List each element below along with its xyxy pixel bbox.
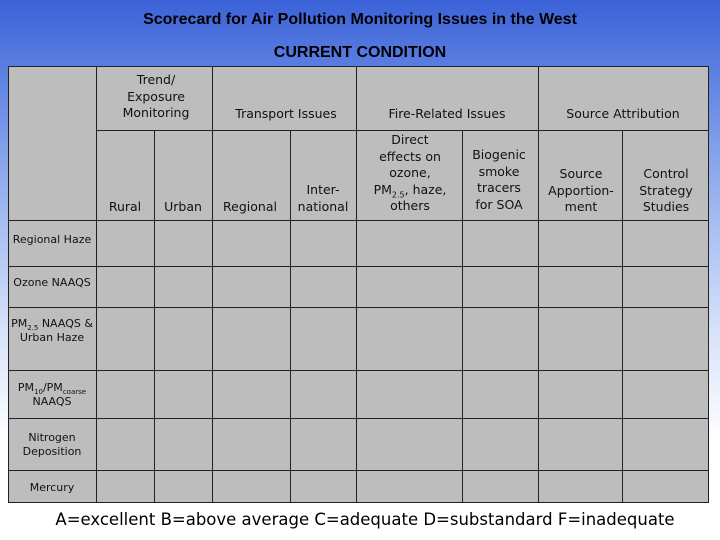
col-urban: Urban [164, 199, 202, 214]
score-cell [622, 266, 709, 308]
score-cell [96, 470, 155, 503]
score-cell [154, 266, 213, 308]
col-source-apportionment: Source Apportion- ment [548, 166, 614, 214]
group-transport: Transport Issues [235, 106, 337, 121]
score-cell [96, 307, 155, 371]
score-cell [356, 266, 463, 308]
score-cell [212, 418, 291, 471]
row-ozone-naaqs: Ozone NAAQS [13, 276, 91, 289]
page-title: Scorecard for Air Pollution Monitoring Issues in the West [143, 11, 577, 28]
score-cell [212, 266, 291, 308]
score-cell [356, 370, 463, 419]
group-fire: Fire-Related Issues [388, 106, 506, 121]
score-cell [212, 220, 291, 267]
score-cell [622, 307, 709, 371]
score-cell [356, 418, 463, 471]
score-cell [290, 266, 357, 308]
score-cell [290, 370, 357, 419]
score-cell [212, 370, 291, 419]
col-control-strategy: Control Strategy Studies [639, 166, 693, 214]
score-cell [462, 470, 539, 503]
score-cell [212, 470, 291, 503]
score-cell [538, 470, 623, 503]
score-cell [212, 307, 291, 371]
group-trend-exposure: Trend/ Exposure Monitoring [122, 72, 190, 120]
score-cell [154, 418, 213, 471]
score-cell [154, 370, 213, 419]
col-regional: Regional [223, 199, 277, 214]
col-biogenic: Biogenic smoke tracers for SOA [472, 147, 526, 212]
row-pm25-naaqs-urban-haze: $PM_{2.5}$ NAAQS & Urban Haze [11, 317, 93, 344]
score-cell [462, 418, 539, 471]
score-cell [622, 418, 709, 471]
score-cell [462, 266, 539, 308]
score-cell [462, 307, 539, 371]
score-cell [538, 220, 623, 267]
col-rural: Rural [108, 199, 142, 214]
score-cell [356, 470, 463, 503]
score-cell [462, 220, 539, 267]
score-cell [154, 220, 213, 267]
row-pm10-pmcoarse-naaqs: $PM_{10}/PM_{coarse}$ NAAQS [17, 381, 87, 408]
score-cell [356, 220, 463, 267]
col-direct-effects: Direct effects on ozone, $PM_{2.5}$, haze, others [373, 132, 447, 213]
score-cell [622, 370, 709, 419]
score-cell [538, 370, 623, 419]
page-subtitle: CURRENT CONDITION [273, 44, 447, 61]
col-international: Inter- national [297, 182, 349, 214]
score-cell [154, 470, 213, 503]
score-cell [96, 220, 155, 267]
score-cell [538, 307, 623, 371]
score-cell [290, 220, 357, 267]
score-cell [290, 470, 357, 503]
score-cell [96, 418, 155, 471]
score-cell [96, 266, 155, 308]
header-corner-cell [8, 66, 97, 221]
score-cell [356, 307, 463, 371]
score-cell [96, 370, 155, 419]
score-cell [538, 418, 623, 471]
group-source-attribution: Source Attribution [566, 106, 680, 121]
score-cell [154, 307, 213, 371]
score-cell [622, 220, 709, 267]
score-cell [290, 418, 357, 471]
score-cell [622, 470, 709, 503]
score-cell [538, 266, 623, 308]
grade-legend: A=excellent B=above average C=adequate D=substandard F=inadequate [55, 510, 675, 529]
row-mercury: Mercury [29, 481, 75, 494]
row-nitrogen-deposition: Nitrogen Deposition [22, 431, 82, 458]
row-regional-haze: Regional Haze [12, 233, 92, 246]
score-cell [290, 307, 357, 371]
score-cell [462, 370, 539, 419]
